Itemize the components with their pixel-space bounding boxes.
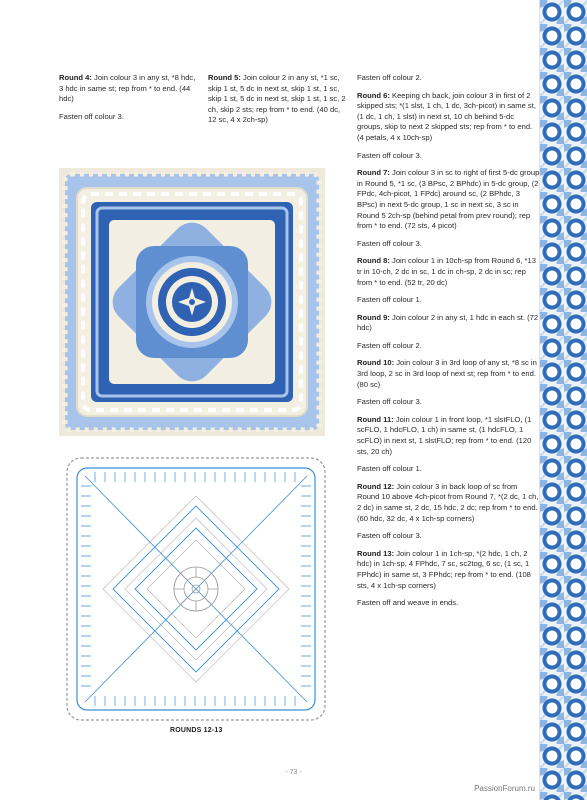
round-9-title: Round 9: bbox=[357, 312, 390, 322]
round-13-title: Round 13: bbox=[357, 548, 395, 558]
round-10-instruction bbox=[357, 358, 540, 390]
chart-caption: ROUNDS 12-13 bbox=[170, 727, 223, 734]
fasten-off-note: Fasten off colour 3. bbox=[357, 531, 422, 541]
page-number: - 73 - bbox=[285, 769, 302, 776]
round-5-title: Round 5: bbox=[208, 73, 241, 82]
round-6-text: Keeping ch back, join colour 3 in first of 2 skipped sts; *(1 slst, 1 ch, 1 dc, 3ch-picot) in same st, (1 dc, 1 ch, 1 slst) in next st, 10 ch behind 5-dc groups, skip to next 2 skipped sts; rep from * to end. (4 petals, 4 x 10ch-sp) bbox=[357, 90, 536, 142]
round-8-instruction bbox=[357, 256, 540, 288]
granny-square-illustration bbox=[59, 168, 325, 436]
round-4-text: Join colour 3 in any st, *8 hdc, 3 hdc in same st; rep from * to end. (44 hdc) bbox=[59, 73, 196, 104]
fasten-off-note: Fasten off colour 3. bbox=[357, 150, 422, 160]
round-8-title: Round 8: bbox=[357, 256, 390, 266]
round-12-title: Round 12: bbox=[357, 481, 395, 491]
fasten-off-note: Fasten off colour 2. bbox=[357, 340, 422, 350]
round-4-title: Round 4: bbox=[59, 73, 92, 82]
round-9-instruction bbox=[357, 313, 540, 334]
round-4-instruction bbox=[59, 73, 199, 105]
round-11-text: Join colour 1 in front loop, *1 slstFLO, (1 scFLO, 1 hdcFLO, 1 ch) in same st, (1 hdcFLO, 1 scFLO) in next st, 1 slstFLO; rep from * to end. (120 sts, 20 ch) bbox=[357, 414, 532, 456]
fasten-off-note: Fasten off colour 3. bbox=[357, 238, 422, 248]
watermark-text: PassionForum.ru bbox=[474, 784, 535, 793]
fasten-off-note: Fasten off colour 3. bbox=[59, 111, 124, 121]
round-11-title: Round 11: bbox=[357, 414, 394, 424]
crochet-chart bbox=[65, 456, 327, 722]
decorative-border bbox=[539, 0, 587, 800]
column-middle bbox=[208, 73, 348, 133]
round-6-title: Round 6: bbox=[357, 90, 390, 100]
fasten-off-note: Fasten off colour 1. bbox=[357, 295, 422, 305]
round-10-text: Join colour 3 in 3rd loop of any st, *8 sc in 3rd loop, 2 sc in 3rd loop of next st; rep from * to end. (80 sc) bbox=[357, 358, 537, 389]
round-10-title: Round 10: bbox=[357, 358, 395, 368]
round-5-instruction bbox=[208, 73, 348, 126]
round-8-text: Join colour 1 in 10ch-sp from Round 6, *13 tr in 10-ch, 2 dc in sc, 1 dc in ch-sp, 2 dc in sc; rep from * to end. (52 tr, 20 dc) bbox=[357, 256, 536, 287]
round-9-text: Join colour 2 in any st, 1 hdc in each st. (72 hdc) bbox=[357, 312, 539, 333]
round-5-text: Join colour 2 in any st, *1 sc, skip 1 st, 5 dc in next st, skip 1 st, 1 sc, skip 1 st, 5 dc in next st, skip 1 st, 1 sc, 2 ch, skip 2 sts; rep from * to end. (40 dc, 12 sc, 4 x 2ch-sp) bbox=[208, 73, 346, 125]
fasten-off-note: Fasten off colour 1. bbox=[357, 464, 422, 474]
round-7-title: Round 7: bbox=[357, 168, 390, 178]
round-7-instruction bbox=[357, 168, 540, 232]
granny-square-photo bbox=[59, 168, 325, 436]
round-13-text: Join colour 1 in 1ch-sp, *(2 hdc, 1 ch, 2 hdc) in 1ch-sp, 4 FPhdc, 7 sc, sc2tog, 6 sc, (1 sc, 1 FPhdc) in same st, 3 FPhdc; rep from * to end. (108 sts, 4 x 1ch-sp corners) bbox=[357, 548, 531, 590]
column-left bbox=[59, 73, 199, 129]
round-12-instruction bbox=[357, 482, 540, 524]
round-12-text: Join colour 3 in back loop of sc from Round 10 above 4ch-picot from Round 7, *(2 dc, 1 ch, 2 dc) in same st, 2 dc, 15 hdc, 2 dc; rep from * to end. (60 hdc, 32 dc, 4 x 1ch-sp corners) bbox=[357, 481, 539, 523]
column-right bbox=[357, 73, 540, 616]
fasten-off-note: Fasten off and weave in ends. bbox=[357, 598, 459, 608]
fasten-off-note: Fasten off colour 3. bbox=[357, 397, 422, 407]
round-13-instruction bbox=[357, 549, 540, 591]
round-11-instruction bbox=[357, 415, 540, 457]
round-6-instruction bbox=[357, 91, 540, 144]
fasten-off-note: Fasten off colour 2. bbox=[357, 73, 422, 82]
chart-diagram bbox=[65, 456, 327, 722]
round-7-text: Join colour 3 in sc to right of first 5-dc group in Round 5, *1 sc, (3 BPsc, 2 BPhdc) in 5-dc group, (2 FPdc, 4ch-picot, 1 FPdc) around sc, (2 BPhdc, 3 BPsc) in next 5-dc group, 1 sc in next sc, 3 sc in Round 5 2ch-sp (behind petal from prev round); rep from * to end. (72 sts, 4 picot) bbox=[357, 168, 540, 231]
